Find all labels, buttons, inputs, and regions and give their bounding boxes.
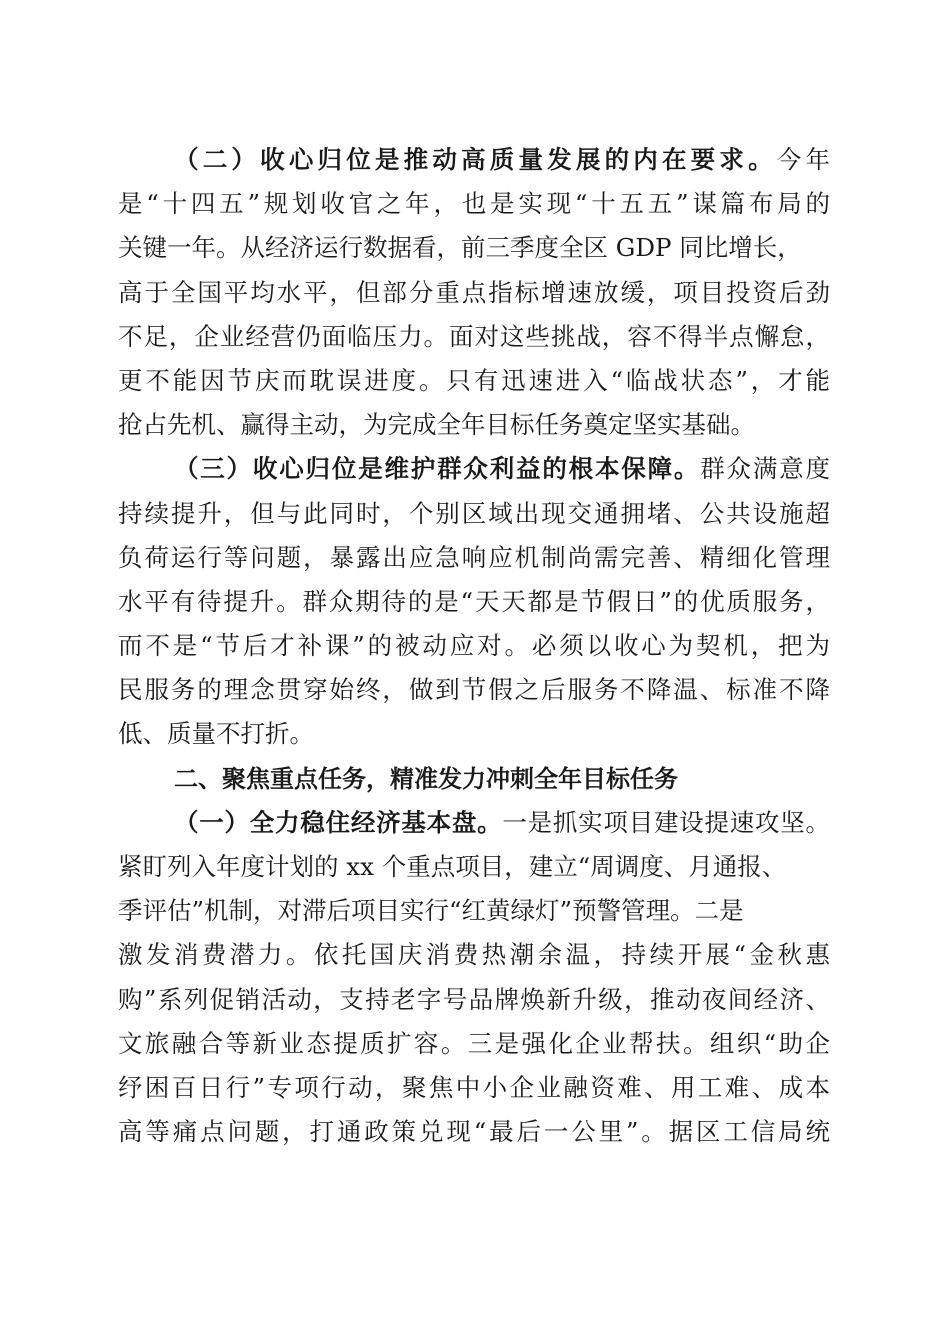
paragraph-line: 低、质量不打折。 — [118, 719, 314, 749]
paragraph-line: 高于全国平均水平，但部分重点指标增速放缓，项目投资后劲 — [118, 277, 830, 307]
paragraph-2 — [118, 138, 830, 447]
paragraph-line: 更不能因节庆而耽误进度。只有迅速进入“临战状态”，才能 — [118, 365, 830, 395]
paragraph-line: 文旅融合等新业态提质扩容。三是强化企业帮扶。组织“助企 — [118, 1028, 830, 1058]
paragraph-text: 群众满意度 — [700, 454, 830, 484]
paragraph-lead: （二）收心归位是推动高质量发展的内在要求。 — [174, 145, 777, 174]
paragraph-line: 水平有待提升。群众期待的是“天天都是节假日”的优质服务， — [118, 586, 830, 616]
paragraph-line: 持续提升，但与此同时，个别区域出现交通拥堵、公共设施超 — [118, 498, 830, 528]
paragraph-line: 紧盯列入年度计划的 xx 个重点项目，建立“周调度、月通报、 — [118, 852, 787, 881]
paragraph-line: 高等痛点问题，打通政策兑现“最后一公里”。据区工信局统 — [118, 1117, 830, 1147]
paragraph-text: 今年 — [776, 145, 831, 174]
paragraph-4 — [118, 801, 830, 1155]
paragraph-first-line — [118, 138, 830, 182]
paragraph-lead: （三）收心归位是维护群众利益的根本保障。 — [174, 454, 701, 484]
paragraph-line: 纾困百日行”专项行动，聚焦中小企业融资难、用工难、成本 — [118, 1072, 830, 1102]
paragraph-line: 激发消费潜力。依托国庆消费热潮余温，持续开展“金秋惠 — [118, 940, 830, 970]
paragraph-line: 民服务的理念贯穿始终，做到节假之后服务不降温、标准不降 — [118, 675, 830, 705]
paragraph-first-line — [118, 447, 830, 491]
paragraph-3 — [118, 447, 830, 756]
paragraph-first-line — [118, 801, 830, 845]
paragraph-line: 是“十四五”规划收官之年，也是实现“十五五”谋篇布局的 — [118, 189, 830, 219]
paragraph-line: 而不是“节后才补课”的被动应对。必须以收心为契机，把为 — [118, 631, 830, 661]
paragraph-line: 负荷运行等问题，暴露出应急响应机制尚需完善、精细化管理 — [118, 542, 830, 572]
document-body — [118, 138, 830, 1154]
section-heading: 二、聚焦重点任务，精准发力冲刺全年目标任务 — [174, 764, 678, 793]
paragraph-text: 一是抓实项目建设提速攻坚。 — [502, 807, 831, 837]
paragraph-line: 不足，企业经营仍面临压力。面对这些挑战，容不得半点懈怠， — [118, 321, 830, 351]
paragraph-lead: （一）全力稳住经济基本盘。 — [174, 807, 503, 837]
paragraph-line: 关键一年。从经济运行数据看，前三季度全区 GDP 同比增长， — [118, 233, 802, 263]
paragraph-line: 抢占先机、赢得主动，为完成全年目标任务奠定坚实基础。 — [118, 410, 755, 440]
paragraph-line: 季评估”机制，对滞后项目实行“红黄绿灯”预警管理。二是 — [118, 896, 744, 926]
paragraph-line: 购”系列促销活动，支持老字号品牌焕新升级，推动夜间经济、 — [118, 984, 830, 1014]
